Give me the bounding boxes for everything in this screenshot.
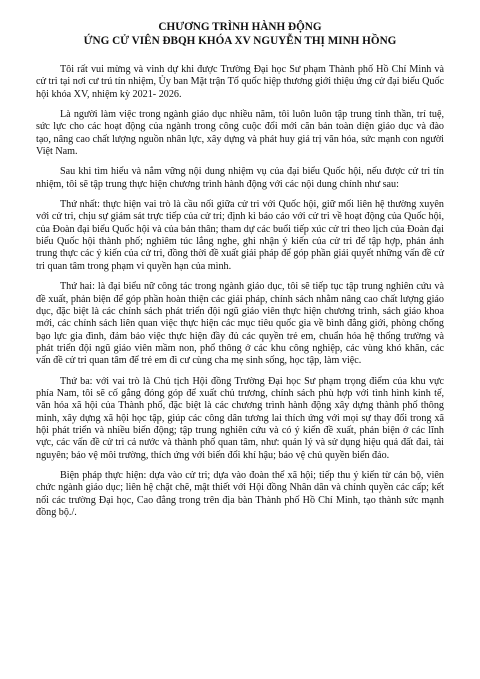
document-title-line2: ỨNG CỬ VIÊN ĐBQH KHÓA XV NGUYỄN THỊ MINH HỒNG bbox=[83, 35, 397, 47]
paragraph-background: Là người làm việc trong ngành giáo dục nhiều năm, tôi luôn luôn tập trung tinh thần, trí tuệ, sức lực cho các hoạt động của ngành trong công cuộc đổi mới căn bản toàn diện giáo dục và đào tạo, nâng cao chất lượng nguồn nhân lực, xây dựng và phát huy giá trị văn hóa, sức mạnh con người Việt Nam. bbox=[36, 109, 444, 158]
paragraph-third-task: Thứ ba: với vai trò là Chủ tịch Hội đồng Trường Đại học Sư phạm trọng điểm của khu vực phía Nam, tôi sẽ cố gắng đóng góp để xuất chủ trương, chính sách phù hợp với tình hình kinh tế, văn hóa xã hội của Thành phố, đặc biệt là các chương trình hành động xây dựng thành phố thông minh, xây dựng xã hội học tập, giúp các công dân tương lai thích ứng với mọi sự thay đổi trong xã hội phát triển và nhiều biến động; tập trung nghiên cứu và có ý kiến đề xuất, phản biện ở các lĩnh vực, các vấn đề cử tri cả nước và thành phố quan tâm, như: quản lý và sử dụng hiệu quả đất đai, tài nguyên; bảo vệ môi trường, thích ứng với biến đổi khí hậu; bảo vệ chủ quyền biển đảo. bbox=[36, 375, 444, 461]
paragraph-intro: Tôi rất vui mừng và vinh dự khi được Trường Đại học Sư phạm Thành phố Hồ Chí Minh và cử tri tại nơi cư trú tín nhiệm, Ủy ban Mặt trận Tổ quốc hiệp thương giới thiệu ứng cử đại biểu Quốc hội khóa XV, nhiệm kỳ 2021- 2026. bbox=[36, 64, 444, 100]
document-title-line1: CHƯƠNG TRÌNH HÀNH ĐỘNG bbox=[158, 21, 322, 33]
paragraph-second-task: Thứ hai: là đại biểu nữ công tác trong ngành giáo dục, tôi sẽ tiếp tục tập trung nghiên cứu và đề xuất, phản biện để góp phần hoàn thiện các giải pháp, chính sách nhằm nâng cao chất lượng giáo dục, đặc biệt là các chính sách phát triển đội ngũ giáo viên thực hiện chương trình, sách giáo khoa mới, các chính sách liên quan việc thực hiện các mục tiêu quốc gia về bình đẳng giới, phòng chống bạo lực gia đình, đảm bảo việc thực hiện đầy đủ các quyền trẻ em, chuẩn hóa hệ thống trường và phát triển đội ngũ giáo viên mầm non, phổ thông ở các khu công nghiệp, các vùng khó khăn, các vấn đề cử tri quan tâm để trẻ em đi cư cùng cha mẹ sinh sống, học tập, làm việc. bbox=[36, 281, 444, 367]
paragraph-first-task: Thứ nhất: thực hiện vai trò là cầu nối giữa cử tri với Quốc hội, giữ mối liên hệ thường xuyên với cử tri, chịu sự giám sát trực tiếp của cử tri; định kì báo cáo với cử tri về hoạt động của Quốc hội, của Đoàn đại biểu Quốc hội và của bản thân; tham dự các buổi tiếp xúc cử tri theo lịch của Đoàn đại biểu Quốc hội thành phố; nghiêm túc lắng nghe, ghi nhận ý kiến của cử tri để tập hợp, phản ánh trung thực các ý kiến của cử tri, đồng thời đề xuất giải pháp để góp phần giải quyết những vấn đề cử tri quan tâm trong phạm vi quyền hạn của mình. bbox=[36, 199, 444, 272]
paragraph-implementation: Biện pháp thực hiện: dựa vào cử tri; dựa vào đoàn thể xã hội; tiếp thu ý kiến từ cán bộ, viên chức ngành giáo dục; liên hệ chặt chẽ, mật thiết với Hội đồng Nhân dân và chính quyền các cấp; kết nối các trường Đại học, Cao đẳng trong trên địa bàn Thành phố Hồ Chí Minh, tạo thành sức mạnh đồng bộ./. bbox=[36, 469, 444, 518]
paragraph-commitment: Sau khi tìm hiểu và nắm vững nội dung nhiệm vụ của đại biểu Quốc hội, nếu được cử tri tín nhiệm, tôi sẽ tập trung thực hiện chương trình hành động với các nội dung chính như sau: bbox=[36, 166, 444, 190]
